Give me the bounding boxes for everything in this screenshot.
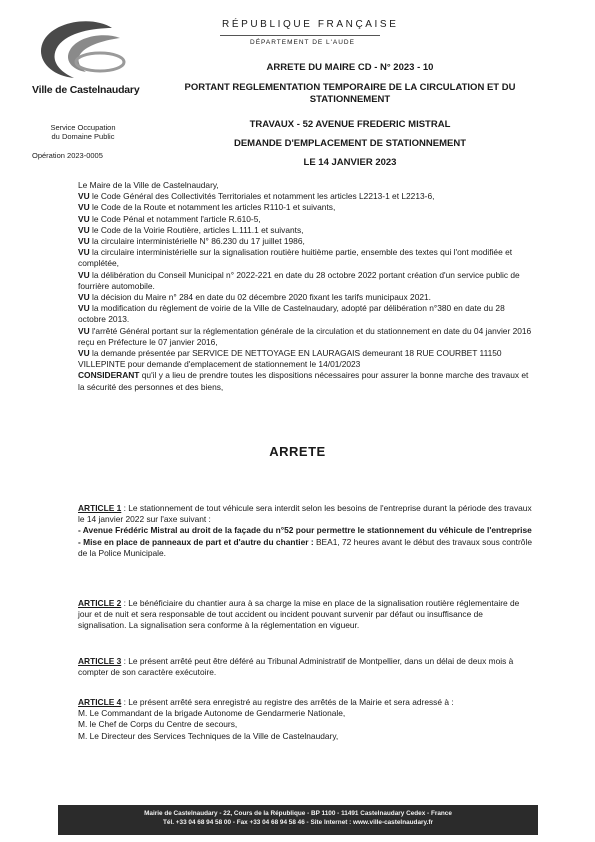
works-location: TRAVAUX - 52 AVENUE FREDERIC MISTRAL (249, 119, 451, 130)
vu-line-10: VU l'arrêté Général portant sur la réglementation générale de la circulation et du stationnement en date du 04 janvier 2016 reçu en Préfecture le 07 janvier 2016, (78, 325, 532, 347)
article-4-text: : Le présent arrêté sera enregistré au registre des arrêtés de la Mairie et sera adressé à : (121, 697, 454, 707)
footer-bar (58, 805, 538, 835)
article-2-text: : Le bénéficiaire du chantier aura à sa charge la mise en place de la signalisation routière réglementaire de jour et de nuit et sera responsable de tout accident ou incident pouvant survenir par défaut ou insuffisance de signalisation. La signalisation sera conforme à la réglementation en vigueur. (78, 598, 520, 631)
article-1-item-2: - Mise en place de panneaux de part et d'autre du chantier : BEA1, 72 heures avant le début des travaux sous contrôle de la Police Municipale. (78, 536, 532, 558)
vu-line-4: VU le Code de la Voirie Routière, articles L.111.1 et suivants, (78, 224, 304, 235)
footer-address: Mairie de Castelnaudary - 22, Cours de la République - BP 1100 - 11491 Castelnaudary Cedex - France (144, 810, 452, 817)
article-1 (78, 503, 533, 559)
decree-number: ARRETE DU MAIRE CD - N° 2023 - 10 (266, 62, 434, 73)
vu-line-5: VU la circulaire interministérielle N° 86.230 du 17 juillet 1986, (78, 236, 305, 247)
article-3-text: : Le présent arrêté peut être déféré au Tribunal Administratif de Montpellier, dans un délai de deux mois à compter de son caractère exécutoire. (78, 656, 514, 678)
vu-line-6: VU la circulaire interministérielle sur la signalisation routière huitième partie, ensemble des textes qui l'ont modifiée et complétée, (78, 247, 513, 269)
article-3-label: ARTICLE 3 (78, 656, 122, 666)
intro-line: Le Maire de la Ville de Castelnaudary, (78, 180, 219, 190)
footer-contact: Tél. +33 04 68 94 58 00 - Fax +33 04 68 94 58 46 - Site Internet : www.ville-castelnaudary.fr (163, 819, 433, 826)
republic-heading: RÉPUBLIQUE FRANÇAISE (222, 19, 399, 30)
service-label (28, 123, 138, 141)
decree-date: LE 14 JANVIER 2023 (303, 157, 397, 168)
vu-line-9: VU la modification du règlement de voirie de la Ville de Castelnaudary, adopté par délibération n°380 en date du 28 octobre 2013. (78, 303, 505, 325)
service-line-1: Service Occupation (50, 123, 116, 132)
decree-preamble (78, 180, 533, 393)
article-2 (78, 598, 533, 632)
arrete-heading: ARRETE (269, 444, 326, 459)
article-1-item-1: - Avenue Frédéric Mistral au droit de la façade du n°52 pour permettre le stationnement du véhicule de l'entreprise (78, 525, 532, 536)
department-heading: DÉPARTEMENT DE L'AUDE (250, 39, 355, 46)
service-line-2: du Domaine Public (51, 132, 115, 141)
vu-line-8: VU la décision du Maire n° 284 en date du 02 décembre 2020 fixant les tarifs municipaux 2021. (78, 292, 431, 303)
vu-line-3: VU le Code Pénal et notamment l'article R.610-5, (78, 213, 261, 224)
recipient-1: M. Le Commandant de la brigade Autonome de Gendarmerie Nationale, (78, 708, 346, 719)
department-divider (220, 35, 380, 36)
decree-subject-line-1: PORTANT REGLEMENTATION TEMPORAIRE DE LA CIRCULATION ET DU (184, 82, 516, 93)
article-3 (78, 656, 533, 678)
decree-subject (170, 82, 530, 106)
considerant-line: CONSIDERANT qu'il y a lieu de prendre toutes les dispositions nécessaires pour assurer la bonne marche des travaux et la sécurité des personnes et des biens, (78, 370, 529, 392)
request-type: DEMANDE D'EMPLACEMENT DE STATIONNEMENT (233, 138, 467, 149)
article-1-label: ARTICLE 1 (78, 503, 122, 513)
vu-line-2: VU le Code de la Route et notamment les articles R110-1 et suivants, (78, 202, 336, 213)
article-2-label: ARTICLE 2 (78, 598, 122, 608)
recipient-3: M. Le Directeur des Services Techniques de la Ville de Castelnaudary, (78, 730, 339, 741)
article-4-label: ARTICLE 4 (78, 697, 122, 707)
recipient-2: M. le Chef de Corps du Centre de secours, (78, 719, 238, 730)
town-name: Ville de Castelnaudary (32, 84, 140, 96)
article-1-text: : Le stationnement de tout véhicule sera interdit selon les besoins de l'entreprise durant la période des travaux le 14 janvier 2022 sur l'axe suivant : (78, 503, 532, 525)
operation-number: Opération 2023-0005 (32, 151, 103, 160)
vu-line-1: VU le Code Général des Collectivités Territoriales et notamment les articles L2213-1 et L2213-6, (78, 191, 435, 202)
article-4 (78, 697, 533, 742)
decree-subject-line-2: STATIONNEMENT (309, 94, 391, 105)
castelnaudary-logo-icon (34, 18, 134, 82)
vu-line-7: VU la délibération du Conseil Municipal n° 2022-221 en date du 28 octobre 2022 portant création d'un service public de fourrière automobile. (78, 269, 520, 291)
vu-line-11: VU la demande présentée par SERVICE DE NETTOYAGE EN LAURAGAIS demeurant 18 RUE COURBET 11150 VILLEPINTE pour demande d'emplacement de stationnement le 14/01/2023 (78, 348, 502, 370)
